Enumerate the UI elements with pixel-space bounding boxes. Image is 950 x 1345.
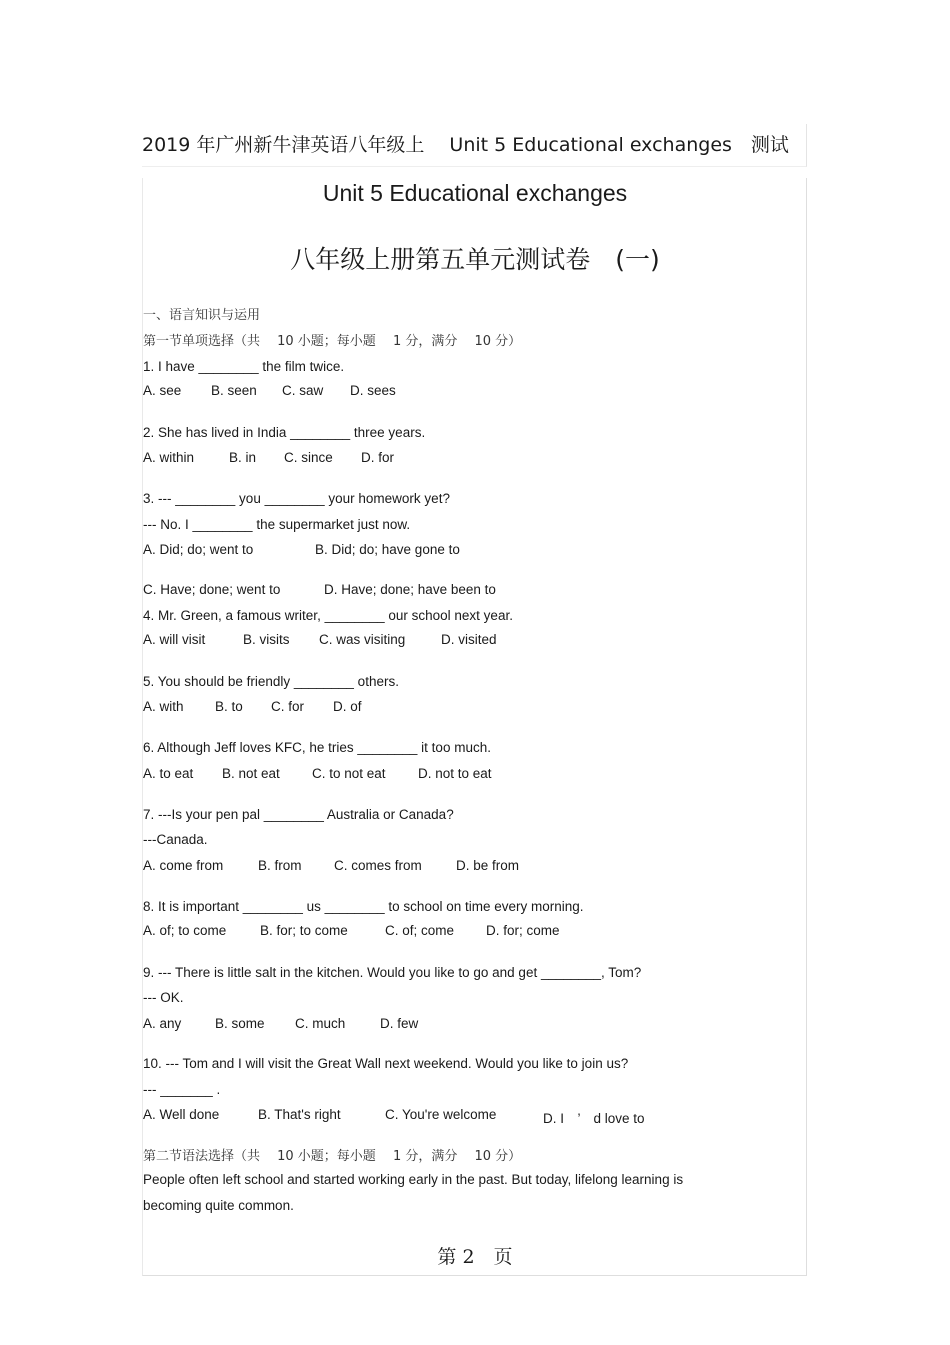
option: C. You're welcome: [385, 1107, 497, 1122]
option: B. That's right: [258, 1107, 341, 1122]
option: C. Have; done; went to: [143, 582, 281, 597]
question-10: 10. --- Tom and I will visit the Great Wall next weekend. Would you like to join us?: [143, 1056, 629, 1071]
question-2: 2. She has lived in India ________ three years.: [143, 425, 426, 440]
passage-line-1: People often left school and started working early in the past. But today, lifelong learning is: [143, 1172, 684, 1187]
option: A. of; to come: [143, 923, 227, 938]
option: B. in: [229, 450, 257, 465]
option: B. for; to come: [260, 923, 348, 938]
option: A. come from: [143, 858, 224, 873]
question-3-line-2: --- No. I ________ the supermarket just now.: [143, 517, 411, 532]
option: D. few: [380, 1016, 419, 1031]
section-heading-1: 第一节单项选择（共 10 小题；每小题 1 分，满分 10 分）: [143, 334, 522, 349]
option: B. to: [215, 699, 243, 714]
option: D. visited: [441, 632, 497, 647]
option: D. be from: [456, 858, 520, 873]
option: A. any: [143, 1016, 182, 1031]
option: B. seen: [211, 383, 257, 398]
option: A. will visit: [143, 632, 206, 647]
question-7: 7. ---Is your pen pal ________ Australia or Canada?: [143, 807, 454, 822]
question-7-line-2: ---Canada.: [143, 832, 208, 847]
part-heading: 一、语言知识与运用: [143, 308, 261, 323]
question-9-line-2: --- OK.: [143, 990, 184, 1005]
question-5: 5. You should be friendly ________ others.: [143, 674, 399, 689]
option: B. visits: [243, 632, 290, 647]
option: C. to not eat: [312, 766, 386, 781]
title-chinese: 八年级上册第五单元测试卷 (一): [290, 245, 660, 274]
option: A. with: [143, 699, 184, 714]
question-1: 1. I have ________ the film twice.: [143, 359, 345, 374]
option: D. of: [333, 699, 362, 714]
option: D. Have; done; have been to: [324, 582, 496, 597]
section-heading-2: 第二节语法选择（共 10 小题；每小题 1 分，满分 10 分）: [143, 1149, 522, 1164]
option: B. not eat: [222, 766, 280, 781]
option: C. for: [271, 699, 305, 714]
option: A. within: [143, 450, 195, 465]
option: C. since: [284, 450, 333, 465]
question-10-line-2: --- _______ .: [143, 1082, 221, 1097]
document-header: 2019 年广州新牛津英语八年级上 Unit 5 Educational exchanges 测试: [142, 134, 789, 156]
page-number: 第 2 页: [437, 1246, 513, 1268]
question-6: 6. Although Jeff loves KFC, he tries ________ it too much.: [143, 740, 491, 755]
option: C. of; come: [385, 923, 455, 938]
passage-line-2: becoming quite common.: [143, 1198, 294, 1213]
question-4: 4. Mr. Green, a famous writer, ________ our school next year.: [143, 608, 513, 623]
option: A. Well done: [143, 1107, 220, 1122]
option: D. for: [361, 450, 395, 465]
question-9: 9. --- There is little salt in the kitchen. Would you like to go and get ________, Tom?: [143, 965, 642, 980]
option: D. not to eat: [418, 766, 492, 781]
option: D. sees: [350, 383, 396, 398]
option: B. some: [215, 1016, 265, 1031]
option: C. was visiting: [319, 632, 406, 647]
option: D. for; come: [486, 923, 560, 938]
title-english: Unit 5 Educational exchanges: [322, 180, 628, 206]
option: B. Did; do; have gone to: [315, 542, 460, 557]
option: C. saw: [282, 383, 324, 398]
option: B. from: [258, 858, 302, 873]
question-8: 8. It is important ________ us ________ to school on time every morning.: [143, 899, 584, 914]
option: A. Did; do; went to: [143, 542, 254, 557]
option: C. comes from: [334, 858, 422, 873]
option: D. I ’ d love to: [543, 1111, 645, 1126]
option: C. much: [295, 1016, 346, 1031]
option: A. to eat: [143, 766, 194, 781]
question-3: 3. --- ________ you ________ your homework yet?: [143, 491, 450, 506]
option: A. see: [143, 383, 182, 398]
